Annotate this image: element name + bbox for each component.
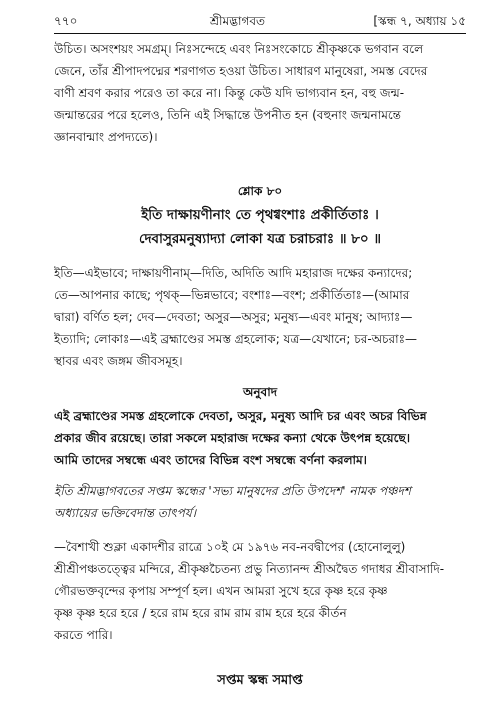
purport-line: বাণী শ্রবণ করার পরেও তা করে না। কিন্তু কেউ যদি ভাগ্যবান হন, বহু জন্ম- bbox=[54, 86, 405, 100]
translation-text bbox=[54, 405, 466, 471]
verse-text bbox=[54, 203, 466, 251]
translation-line: প্রকার জীব রয়েছে। তারা সকলে মহারাজ দক্ষের কন্যা থেকে উৎপন্ন হয়েছে। bbox=[54, 431, 411, 445]
closing-line: শ্রীশ্রীপঞ্চতত্ত্বের মন্দিরে, শ্রীকৃষ্ণচৈতন্য প্রভু নিত্যানন্দ শ্রীঅদ্বৈত গদাধর শ্রীবাসাদি- bbox=[54, 562, 445, 576]
purport-line: উচিত। অসংশয়ং সমগ্রম্। নিঃসন্দেহে এবং নিঃসংকোচে শ্রীকৃষ্ণকে ভগবান বলে bbox=[54, 42, 424, 56]
translation-heading-block bbox=[54, 381, 466, 403]
colophon-line: অধ্যায়ের ভক্তিবেদান্ত তাৎপর্য। bbox=[54, 506, 197, 520]
chapter-colophon bbox=[54, 480, 466, 524]
canto-end-block bbox=[54, 670, 466, 692]
purport-line: জ্ঞানবান্মাং প্রপদ্যতে)। bbox=[54, 130, 158, 144]
purport-line: জেনে, তাঁর শ্রীপাদপদ্মের শরণাগত হওয়া উচিত। সাধারণ মানুষেরা, সমস্ত বেদের bbox=[54, 64, 428, 78]
canto-end-title: সপ্তম স্কন্ধ সমাপ্ত bbox=[217, 673, 303, 688]
purport-continuation bbox=[54, 38, 466, 148]
synonyms-line: তে—আপনার কাছে; পৃথক্—ভিন্নভাবে; বংশাঃ—বংশ; প্রকীর্তিতাঃ—(আমার bbox=[54, 288, 410, 302]
chapter-reference: [স্কন্ধ ৭, অধ্যায় ১৫ bbox=[373, 14, 466, 28]
translation-line: আমি তাদের সম্বন্ধে এবং তাদের বিভিন্ন বংশ সম্বন্ধে বর্ণনা করলাম। bbox=[54, 453, 367, 467]
synonyms-line: ইতি—এইভাবে; দাক্ষায়ণীনাম্—দিতি, অদিতি আদি মহারাজ দক্ষের কন্যাদের; bbox=[54, 266, 413, 280]
purport-line: জন্মান্তরের পরে হলেও, তিনি এই সিদ্ধান্তে উপনীত হন (বহুনাং জন্মনামন্তে bbox=[54, 108, 401, 122]
synonyms-line: ইত্যাদি; লোকাঃ—এই ব্রহ্মাণ্ডের সমস্ত গ্রহলোক; যত্র—যেখানে; চর-অচরাঃ— bbox=[54, 332, 418, 346]
page-number: ৭৭০ bbox=[54, 14, 78, 28]
synonyms bbox=[54, 262, 466, 372]
closing-note bbox=[54, 536, 466, 646]
running-header bbox=[54, 12, 466, 30]
verse-line: দেবাসুরমনুষ্যাদ্যা লোকা যত্র চরাচরাঃ ॥ ৮০ ॥ bbox=[138, 231, 382, 247]
translation-line: এই ব্রহ্মাণ্ডের সমস্ত গ্রহলোকে দেবতা, অসুর, মনুষ্য আদি চর এবং অচর বিভিন্ন bbox=[54, 409, 427, 423]
closing-line: কৃষ্ণ কৃষ্ণ হরে হরে / হরে রাম হরে রাম রাম রাম হরে হরে কীর্তন bbox=[54, 606, 347, 620]
closing-line: করতে পারি। bbox=[54, 628, 113, 642]
verse-heading: শ্লোক ৮০ bbox=[237, 184, 283, 198]
verse-heading-block bbox=[54, 180, 466, 202]
closing-line: গৌরভক্তবৃন্দের কৃপায় সম্পূর্ণ হল। এখন আমরা সুখে হরে কৃষ্ণ হরে কৃষ্ণ bbox=[54, 584, 388, 598]
translation-heading: অনুবাদ bbox=[242, 385, 278, 399]
synonyms-line: দ্বারা) বর্ণিত হল; দেব—দেবতা; অসুর—অসুর; মনুষ্য—এবং মানুষ; আদ্যাঃ— bbox=[54, 310, 413, 324]
synonyms-line: স্থাবর এবং জঙ্গম জীবসমূহ। bbox=[54, 354, 183, 368]
book-title: শ্রীমদ্ভাগবত bbox=[210, 14, 266, 28]
verse-line: ইতি দাক্ষায়ণীনাং তে পৃথগ্বংশাঃ প্রকীর্তিতাঃ । bbox=[141, 207, 379, 223]
header-rule bbox=[54, 33, 466, 34]
colophon-line: ইতি শ্রীমদ্ভাগবতের সপ্তম স্কন্ধের 'সভ্য মানুষদের প্রতি উপদেশ' নামক পঞ্চদশ bbox=[54, 484, 411, 498]
closing-line: —বৈশাখী শুক্লা একাদশীর রাত্রে ১০ই মে ১৯৭৬ নব-নবদ্বীপের (হোনোলুলু) bbox=[54, 540, 406, 554]
